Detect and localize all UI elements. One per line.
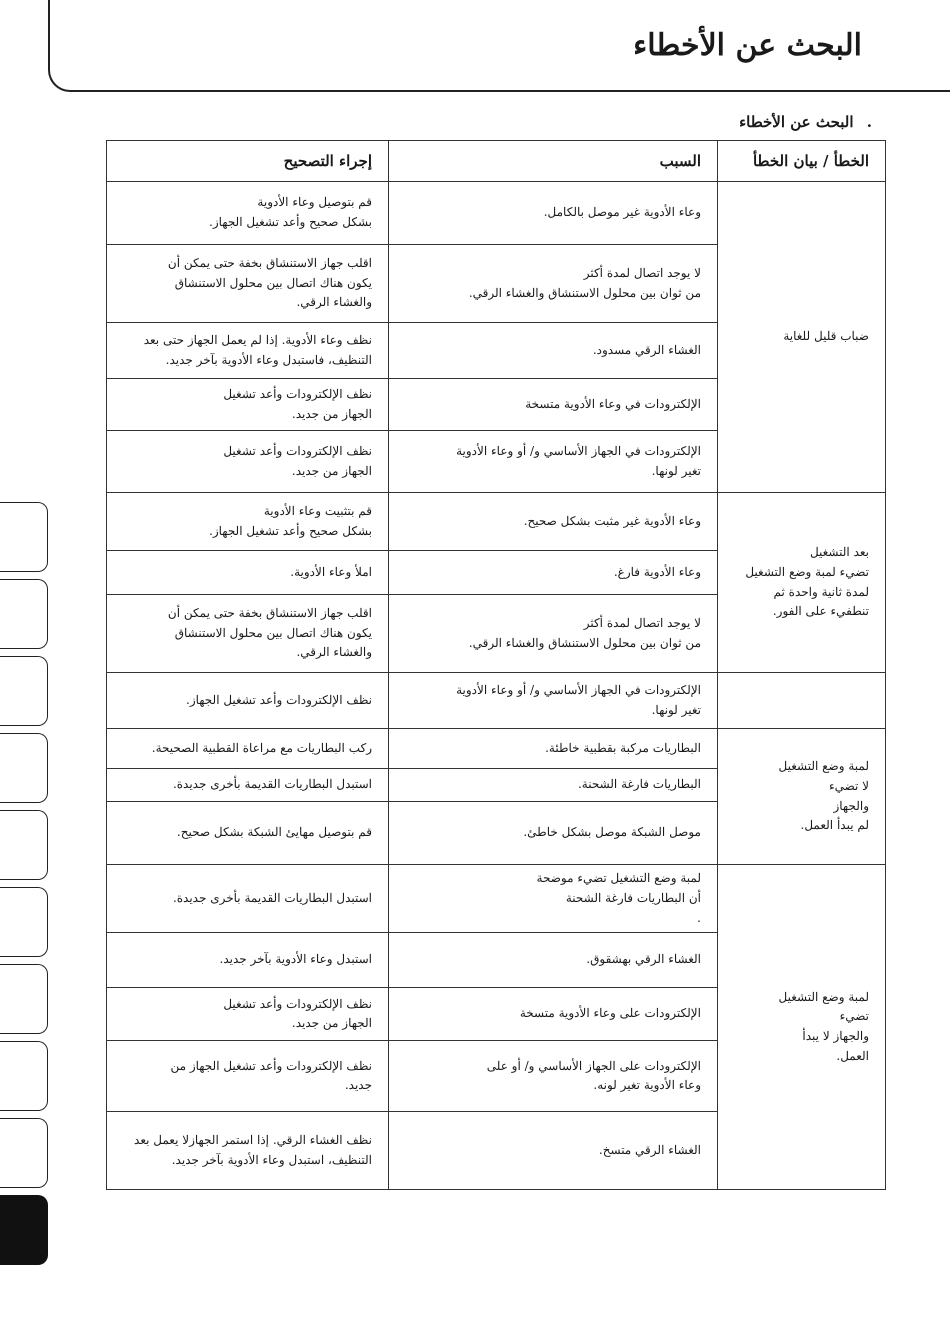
cause-cell: موصل الشبكة موصل بشكل خاطئ. — [389, 802, 718, 865]
cause-cell: وعاء الأدوية فارغ. — [389, 551, 718, 595]
fix-cell: قم بتوصيل مهايئ الشبكة بشكل صحيح. — [107, 802, 389, 865]
fix-cell: نظف الإلكترودات وأعد تشغيل الجهاز من جديد. — [107, 1041, 389, 1112]
section-title — [739, 113, 872, 131]
cause-cell: الغشاء الرقي بهشقوق. — [389, 933, 718, 988]
cause-cell: البطاريات مركبة بقطبية خاطئة. — [389, 729, 718, 769]
table-row — [107, 493, 886, 551]
fix-cell: املأ وعاء الأدوية. — [107, 551, 389, 595]
error-cell: لمبة وضع التشغيل تضيء والجهاز لا يبدأ العمل. — [718, 865, 886, 1190]
fix-cell: استبدل البطاريات القديمة بأخرى جديدة. — [107, 865, 389, 933]
side-tab-active[interactable] — [0, 1195, 48, 1265]
table-row — [107, 865, 886, 933]
side-tab-2[interactable] — [0, 579, 48, 649]
section-bullet: . — [866, 113, 872, 131]
side-tab-1[interactable] — [0, 502, 48, 572]
page-title: البحث عن الأخطاء — [633, 28, 862, 63]
side-tab-9[interactable] — [0, 1118, 48, 1188]
fix-cell: نظف الغشاء الرقي. إذا استمر الجهازلا يعمل بعد التنظيف، استبدل وعاء الأدوية بآخر جديد. — [107, 1112, 389, 1190]
troubleshooting-table — [106, 140, 886, 1190]
fix-cell: قم بتثبيت وعاء الأدوية بشكل صحيح وأعد تشغيل الجهاز. — [107, 493, 389, 551]
fix-cell: استبدل البطاريات القديمة بأخرى جديدة. — [107, 769, 389, 802]
fix-cell: اقلب جهاز الاستنشاق بخفة حتى يمكن أن يكون هناك اتصال بين محلول الاستنشاق والغشاء الرقي. — [107, 245, 389, 323]
section-title-text: البحث عن الأخطاء — [739, 113, 854, 131]
side-tab-6[interactable] — [0, 887, 48, 957]
fix-cell: نظف الإلكترودات وأعد تشغيل الجهاز. — [107, 673, 389, 729]
cause-cell: الإلكترودات في الجهاز الأساسي و/ أو وعاء الأدوية تغير لونها. — [389, 431, 718, 493]
header-error: الخطأ / بيان الخطأ — [718, 141, 886, 182]
cause-cell: الإلكترودات على وعاء الأدوية متسخة — [389, 988, 718, 1041]
cause-cell: الإلكترودات في الجهاز الأساسي و/ أو وعاء الأدوية تغير لونها. — [389, 673, 718, 729]
error-cell: بعد التشغيل تضيء لمبة وضع التشغيل لمدة ثانية واحدة ثم تنطفيء على الفور. — [718, 493, 886, 673]
side-tab-5[interactable] — [0, 810, 48, 880]
error-cell — [718, 673, 886, 729]
table-row — [107, 182, 886, 245]
fix-cell: نظف الإلكترودات وأعد تشغيل الجهاز من جديد. — [107, 431, 389, 493]
error-cell: ضباب قليل للغاية — [718, 182, 886, 493]
fix-cell: استبدل وعاء الأدوية بآخر جديد. — [107, 933, 389, 988]
cause-cell: وعاء الأدوية غير موصل بالكامل. — [389, 182, 718, 245]
side-tab-4[interactable] — [0, 733, 48, 803]
cause-cell: وعاء الأدوية غير مثبت بشكل صحيح. — [389, 493, 718, 551]
cause-cell: الغشاء الرقي متسخ. — [389, 1112, 718, 1190]
header-fix: إجراء التصحيح — [107, 141, 389, 182]
fix-cell: قم بتوصيل وعاء الأدوية بشكل صحيح وأعد تشغيل الجهاز. — [107, 182, 389, 245]
side-tab-3[interactable] — [0, 656, 48, 726]
cause-cell: لا يوجد اتصال لمدة أكثر من ثوان بين محلول الاستنشاق والغشاء الرقي. — [389, 245, 718, 323]
error-cell: لمبة وضع التشغيل لا تضيء والجهاز لم يبدأ العمل. — [718, 729, 886, 865]
fix-cell: اقلب جهاز الاستنشاق بخفة حتى يمكن أن يكون هناك اتصال بين محلول الاستنشاق والغشاء الرقي. — [107, 595, 389, 673]
header-cause: السبب — [389, 141, 718, 182]
cause-cell: لمبة وضع التشغيل تضيء موضحة أن البطاريات فارغة الشحنة . — [389, 865, 718, 933]
fix-cell: نظف الإلكترودات وأعد تشغيل الجهاز من جديد. — [107, 379, 389, 431]
fix-cell: ركب البطاريات مع مراعاة القطبية الصحيحة. — [107, 729, 389, 769]
cause-cell: الغشاء الرقي مسدود. — [389, 323, 718, 379]
cause-cell: الإلكترودات على الجهاز الأساسي و/ أو على وعاء الأدوية تغير لونه. — [389, 1041, 718, 1112]
table-row — [107, 729, 886, 769]
fix-cell: نظف الإلكترودات وأعد تشغيل الجهاز من جديد. — [107, 988, 389, 1041]
cause-cell: البطاريات فارغة الشحنة. — [389, 769, 718, 802]
fix-cell: نظف وعاء الأدوية. إذا لم يعمل الجهاز حتى بعد التنظيف، فاستبدل وعاء الأدوية بآخر جديد. — [107, 323, 389, 379]
side-tab-7[interactable] — [0, 964, 48, 1034]
table-header-row — [107, 141, 886, 182]
side-tab-8[interactable] — [0, 1041, 48, 1111]
cause-cell: لا يوجد اتصال لمدة أكثر من ثوان بين محلول الاستنشاق والغشاء الرقي. — [389, 595, 718, 673]
cause-cell: الإلكترودات في وعاء الأدوية متسخة — [389, 379, 718, 431]
table-row — [107, 673, 886, 729]
